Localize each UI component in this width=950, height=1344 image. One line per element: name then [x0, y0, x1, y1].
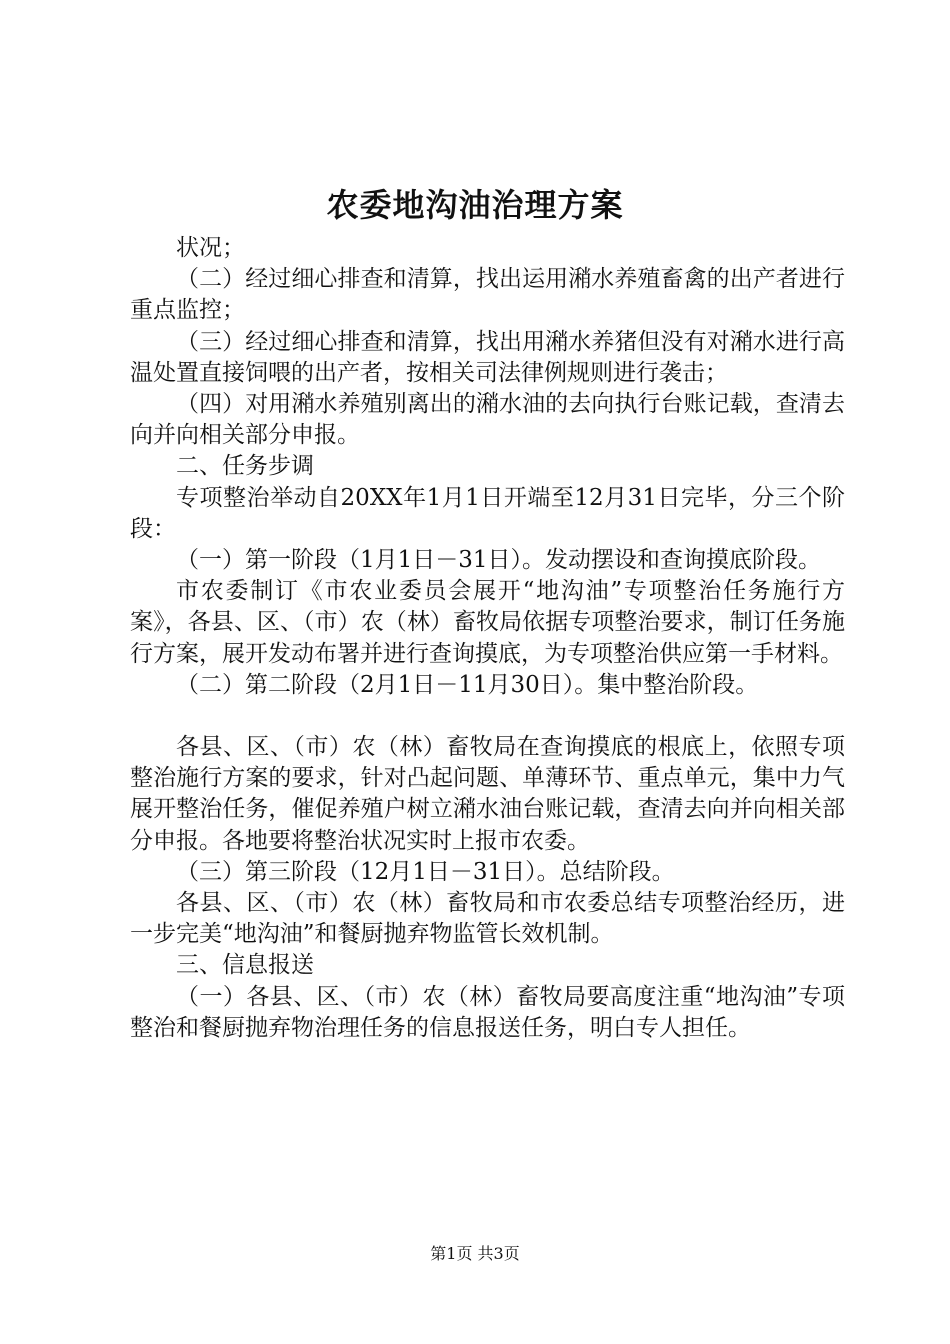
- document-title: 农委地沟油治理方案: [326, 186, 624, 224]
- paragraph-status: 状况；: [176, 235, 245, 261]
- paragraph-item-3: （三）经过细心排查和清算，找出用潲水养猪但没有对潲水进行高温处置直接饲喂的出产者，按相关司法律例规则进行袭击；: [130, 328, 845, 386]
- paragraph-stage-1-detail: 市农委制订《市农业委员会展开“地沟油”专项整治任务施行方案》，各县、区、（市）农（林）畜牧局依据专项整治要求，制订任务施行方案，展开发动布署并进行查询摸底，为专项整治供应第一手材料。: [130, 578, 845, 667]
- page-footer: 第1页 共3页: [430, 1244, 520, 1263]
- paragraph-stage-2: （二）第二阶段（2月1日－11月30日）。集中整治阶段。: [176, 671, 759, 698]
- section-heading-steps: 二、任务步调: [176, 453, 314, 480]
- paragraph-stage-1: （一）第一阶段（1月1日－31日）。发动摆设和查询摸底阶段。: [176, 547, 822, 574]
- paragraph-stage-3: （三）第三阶段（12月1日－31日）。总结阶段。: [176, 858, 675, 885]
- paragraph-stage-2-detail: 各县、区、（市）农（林）畜牧局在查询摸底的根底上，依照专项整治施行方案的要求，针对凸起问题、单薄环节、重点单元，集中力气展开整治任务，催促养殖户树立潲水油台账记载，查清去向并向相关部分申报。各地要将整治状况实时上报市农委。: [130, 734, 845, 854]
- document-body: [130, 233, 845, 1044]
- paragraph-schedule: 专项整治举动自20XX年1月1日开端至12月31日完毕，分三个阶段：: [130, 484, 845, 542]
- paragraph-item-2: （二）经过细心排查和清算，找出运用潲水养殖畜禽的出产者进行重点监控；: [130, 266, 845, 324]
- paragraph-stage-3-detail: 各县、区、（市）农（林）畜牧局和市农委总结专项整治经历，进一步完美“地沟油”和餐厨抛弃物监管长效机制。: [130, 890, 845, 948]
- paragraph-item-4: （四）对用潲水养殖别离出的潲水油的去向执行台账记载，查清去向并向相关部分申报。: [130, 391, 845, 449]
- section-heading-reporting: 三、信息报送: [176, 952, 314, 979]
- paragraph-reporting-1: （一）各县、区、（市）农（林）畜牧局要高度注重“地沟油”专项整治和餐厨抛弃物治理任务的信息报送任务，明白专人担任。: [130, 983, 845, 1041]
